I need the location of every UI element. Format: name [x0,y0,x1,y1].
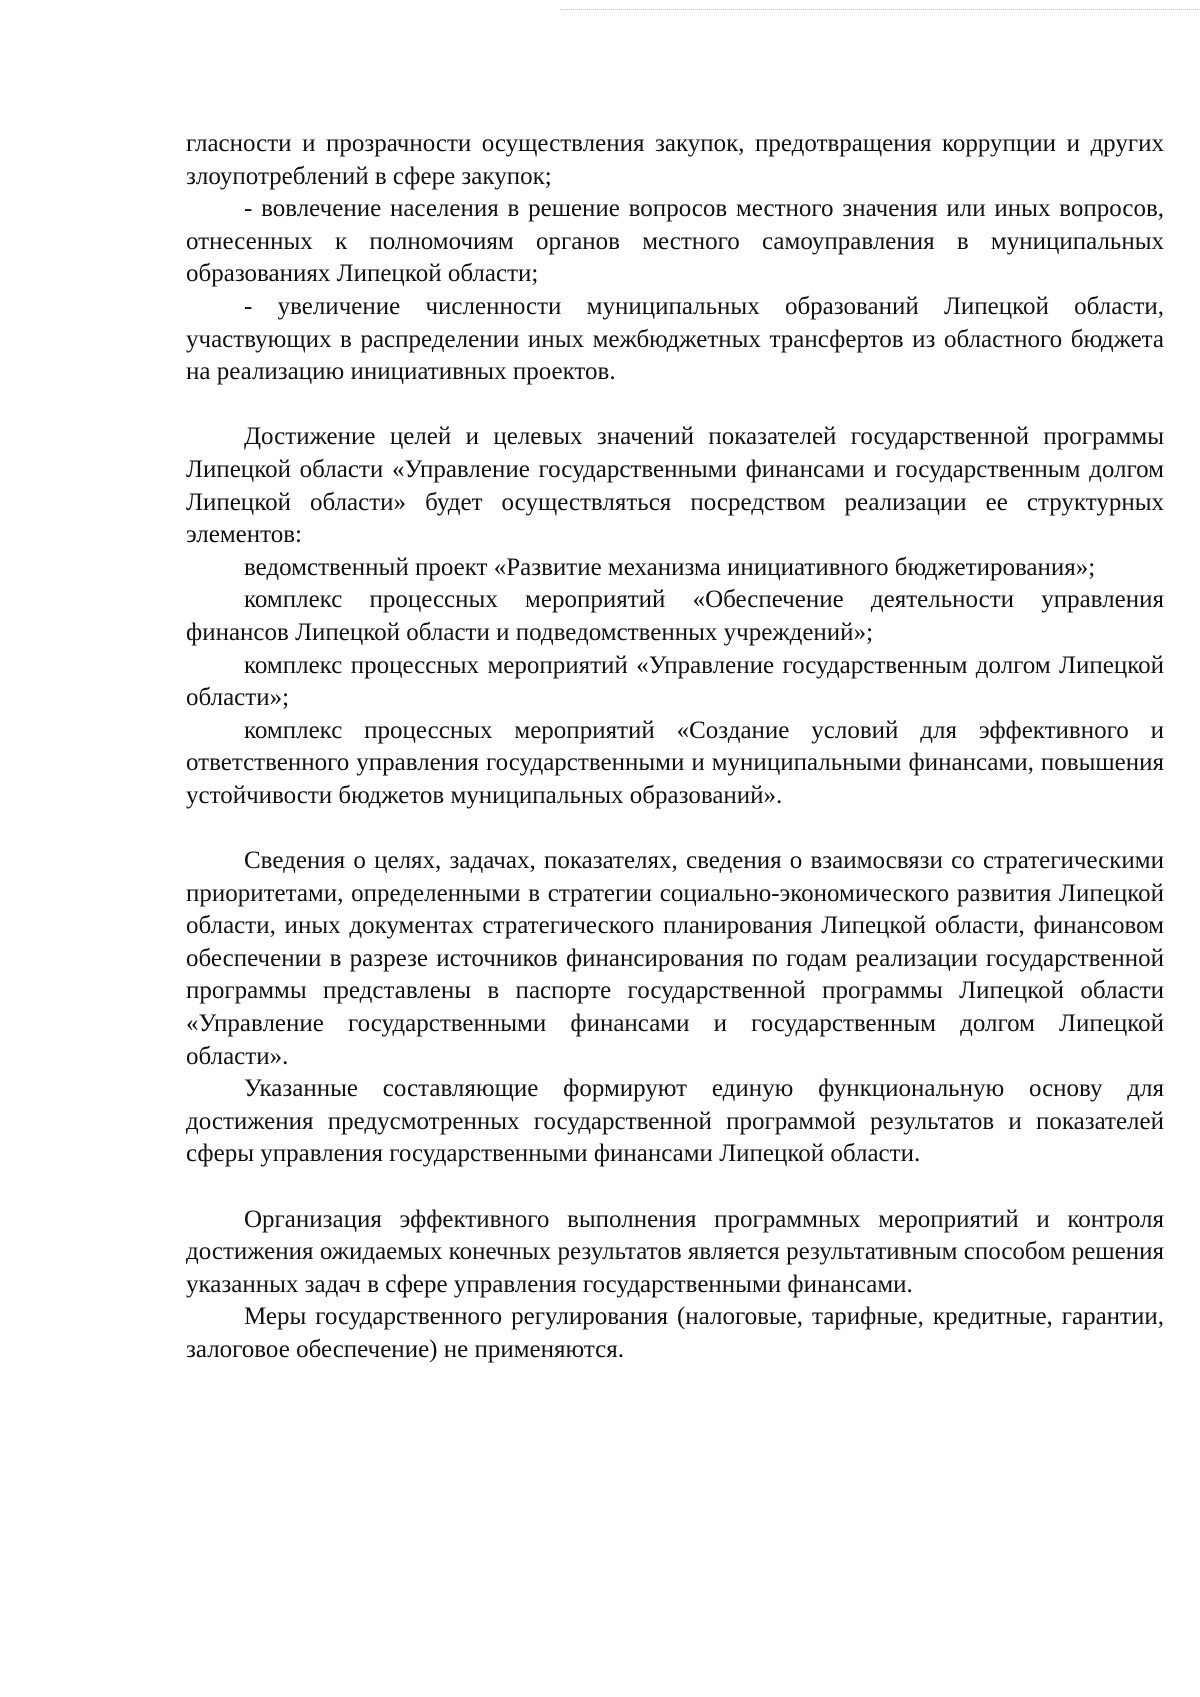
paragraph-departmental-project: ведомственный проект «Развитие механизма инициативного бюджетирования»; [244,553,1096,581]
paragraph-organization-execution: Организация эффективного выполнения программных мероприятий и контроля достижения ожидаемых конечных результатов является результативным способом решения указанных задач в сфере управления государственными финансами. [186,1205,1164,1298]
paragraph-information-goals: Сведения о целях, задачах, показателях, сведения о взаимосвязи со стратегическими приоритетами, определенными в стратегии социально-экономического развития Липецкой области, иных документах стратегического планирования Липецкой области, финансовом обеспечении в разрезе источников финансирования по годам реализации государственной программы представлены в паспорте государственной программы Липецкой области «Управление государственными финансами и государственным долгом Липецкой области». [186,847,1164,1070]
document-body [186,128,1164,1367]
paragraph-complex-conditions: комплекс процессных мероприятий «Создание условий для эффективного и ответственного управления государственными и муниципальными финансами, повышения устойчивости бюджетов муниципальных образований». [186,716,1164,809]
paragraph-population-involvement: - вовлечение населения в решение вопросов местного значения или иных вопросов, отнесенных к полномочиям органов местного самоуправления в муниципальных образованиях Липецкой области; [186,195,1164,288]
paragraph-gap [186,389,1164,422]
paragraph-gap [186,1171,1164,1204]
paragraph-goal-achievement: Достижение целей и целевых значений показателей государственной программы Липецкой области «Управление государственными финансами и государственным долгом Липецкой области» будет осуществляться посредством реализации ее структурных элементов: [186,423,1164,549]
paragraph-gap [186,812,1164,845]
paragraph-regulation-measures: Меры государственного регулирования (налоговые, тарифные, кредитные, гарантии, залоговое обеспечение) не применяются. [186,1303,1164,1363]
paragraph-components-basis: Указанные составляющие формируют единую функциональную основу для достижения предусмотренных государственной программой результатов и показателей сферы управления государственными финансами Липецкой области. [186,1075,1164,1168]
paragraph-municipal-count-increase: - увеличение численности муниципальных образований Липецкой области, участвующих в распределении иных межбюджетных трансфертов из областного бюджета на реализацию инициативных проектов. [186,292,1164,386]
scan-artifact-line [560,9,1200,10]
paragraph-complex-finance-management: комплекс процессных мероприятий «Обеспечение деятельности управления финансов Липецкой области и подведомственных учреждений»; [186,586,1164,646]
paragraph-complex-debt-management: комплекс процессных мероприятий «Управление государственным долгом Липецкой области»; [186,651,1164,712]
paragraph-procurement-transparency: гласности и прозрачности осуществления закупок, предотвращения коррупции и других злоупотреблений в сфере закупок; [186,130,1164,190]
